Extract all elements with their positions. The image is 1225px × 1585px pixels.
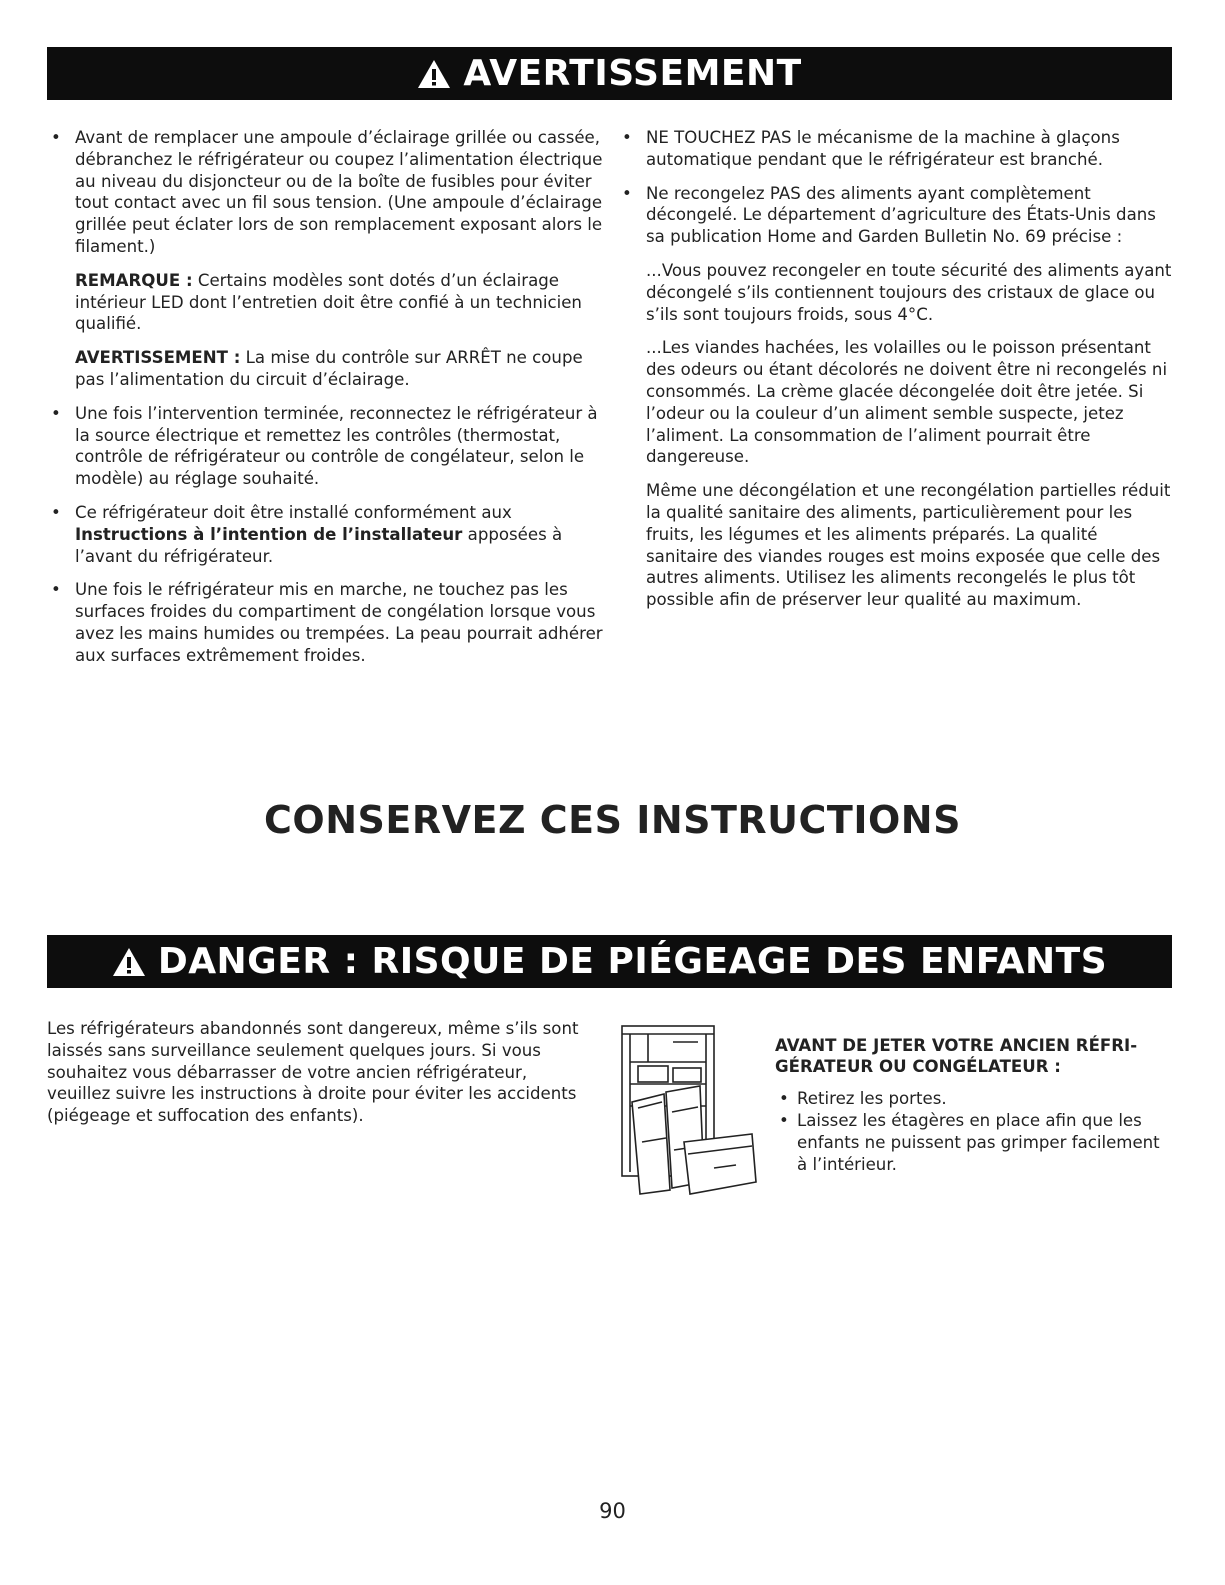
list-item: • Ne recongelez PAS des aliments ayant complètement décongelé. Le département d’agriculture des États-Unis dans sa publication Home and Garden Bulletin No. 69 précise : — [622, 183, 1156, 247]
installer-instructions-ref: Instructions à l’intention de l’installateur — [75, 524, 463, 544]
bullet-icon: • — [51, 403, 61, 423]
avant-section — [775, 1018, 1175, 1175]
bullet-icon: • — [51, 128, 61, 147]
danger-banner — [47, 935, 1172, 988]
left-column — [47, 127, 607, 667]
danger-banner-title: DANGER : RISQUE DE PIÉGEAGE DES ENFANTS — [157, 941, 1108, 982]
warning-triangle-icon — [112, 947, 146, 977]
quote-paragraph: ...Vous pouvez recongeler en toute sécurité des aliments ayant décongelé s’ils contiennent toujours des cristaux de glace ou s’ils sont toujours froids, sous 4°C. — [646, 260, 1172, 324]
list-item: • Une fois le réfrigérateur mis en marche, ne touchez pas les surfaces froides du compartiment de congélation lorsque vous avez les mains humides ou trempées. La peau pourrait adhérer aux surfaces extrêmement froides. — [51, 580, 603, 665]
quote-paragraph: Même une décongélation et une recongélation partielles réduit la qualité sanitaire des aliments, particulièrement pour les fruits, les légumes et les aliments préparés. La qualité sanitaire des viandes rouges est moins exposée que celle des autres aliments. Utilisez les aliments recongelés le plus tôt possible afin de préserver leur qualité au maximum. — [646, 481, 1171, 610]
list-item: • NE TOUCHEZ PAS le mécanisme de la machine à glaçons automatique pendant que le réfrigérateur est branché. — [622, 128, 1120, 169]
warning-triangle-icon — [417, 59, 451, 89]
bullet-icon: • — [779, 1110, 789, 1130]
list-item: • Laissez les étagères en place afin que les enfants ne puissent pas grimper facilement à l’intérieur. — [779, 1110, 1160, 1174]
warning-banner — [47, 47, 1172, 100]
bullet-icon: • — [51, 580, 61, 600]
avertissement-note — [47, 347, 607, 391]
bullet-icon: • — [51, 502, 61, 522]
bullet-icon: • — [622, 128, 632, 147]
bullet-icon: • — [622, 183, 632, 203]
list-item: • Ce réfrigérateur doit être installé conformément aux Instructions à l’intention de l’installateur apposées à l’avant du réfrigérateur. — [51, 502, 563, 566]
danger-paragraph: Les réfrigérateurs abandonnés sont dangereux, même s’ils sont laissés sans surveillance seulement quelques jours. Si vous souhaitez vous débarrasser de votre ancien réfrigérateur, veuillez suivre les instructions à droite pour éviter les accidents (piégeage et suffocation des enfants). — [47, 1019, 579, 1126]
refrigerator-illustration — [618, 1022, 758, 1197]
avertissement-label: AVERTISSEMENT : — [75, 348, 241, 368]
conserve-heading: CONSERVEZ CES INSTRUCTIONS — [264, 798, 961, 842]
list-item: • Retirez les portes. — [779, 1089, 947, 1109]
avant-heading: AVANT DE JETER VOTRE ANCIEN RÉFRI-GÉRATEUR OU CONGÉLATEUR : — [775, 1035, 1138, 1077]
avertissement-text: La mise du contrôle sur ARRÊT ne coupe pas l’alimentation du circuit d’éclairage. — [75, 348, 583, 389]
page-number: 90 — [599, 1499, 626, 1523]
remarque-text: Certains modèles sont dotés d’un éclairage intérieur LED dont l’entretien doit être confié à un technicien qualifié. — [75, 270, 582, 334]
right-column — [618, 127, 1173, 611]
warning-banner-title: AVERTISSEMENT — [463, 53, 802, 94]
remarque-label: REMARQUE : — [75, 270, 193, 290]
bullet-icon: • — [779, 1089, 789, 1109]
list-item: • Une fois l’intervention terminée, reconnectez le réfrigérateur à la source électrique et remettez les contrôles (thermostat, contrôle de réfrigérateur ou contrôle de congélateur, selon le modèle) au réglage souhaité. — [51, 403, 598, 489]
quote-paragraph: ...Les viandes hachées, les volailles ou le poisson présentant des odeurs ou étant décolorés ne doivent être ni recongelés ni consommés. La crème glacée décongelée doit être jetée. Si l’odeur ou la couleur d’un aliment semble suspecte, jetez l’aliment. La consommation de l’aliment pourrait être dangereuse. — [646, 338, 1168, 467]
list-item: • Avant de remplacer une ampoule d’éclairage grillée ou cassée, débranchez le réfrigérateur ou coupez l’alimentation électrique au niveau du disjoncteur ou de la boîte de fusibles pour éviter tout contact avec un fil sous tension. (Une ampoule d’éclairage grillée peut éclater lors de son remplacement exposant alors le filament.) — [51, 128, 603, 256]
remarque-note — [47, 270, 607, 335]
